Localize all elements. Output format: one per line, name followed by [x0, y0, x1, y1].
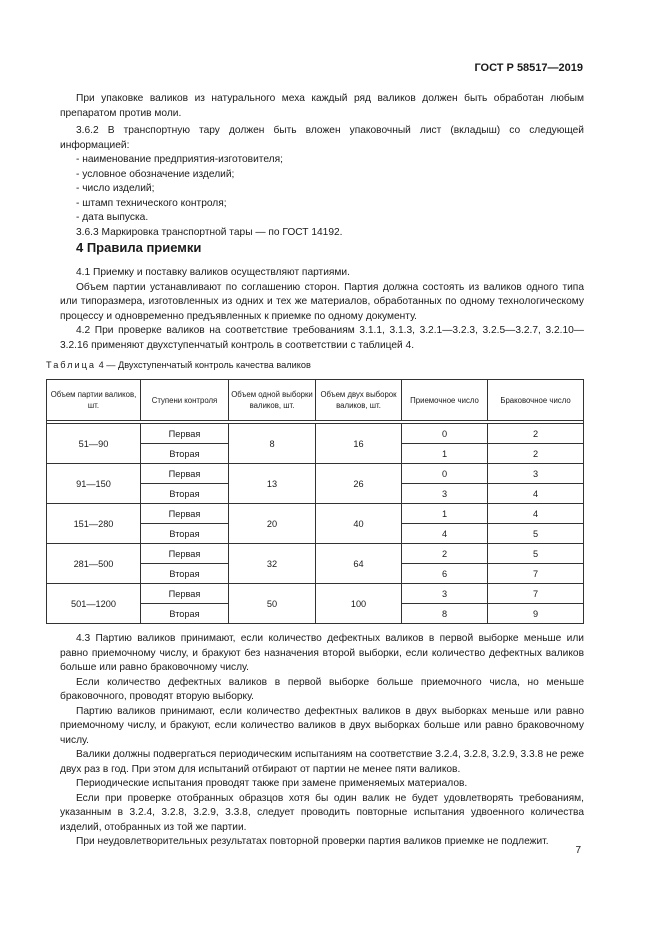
- packing-section: [60, 92, 584, 240]
- header-acceptance-number: Приемочное число: [402, 380, 488, 421]
- stage-cell: Первая: [141, 544, 229, 564]
- list-item: - наименование предприятия-изготовителя;: [76, 154, 283, 165]
- one-sample-cell: 50: [229, 584, 316, 624]
- rejection-cell: 2: [488, 424, 584, 444]
- stage-cell: Первая: [141, 504, 229, 524]
- acceptance-cell: 0: [402, 464, 488, 484]
- paragraph: Объем партии устанавливают по соглашению сторон. Партия должна состоять из валиков одного типа или типоразмера, изготовленных из одних и тех же материалов, обработанных по одному технологическому процессу и одновременно предъявленных к приемке по одному документу.: [60, 281, 584, 322]
- stage-cell: Вторая: [141, 484, 229, 504]
- paragraph: 4.3 Партию валиков принимают, если количество дефектных валиков в первой выборке меньше или равно приемочному числу, и бракуют без назначения второй выборки, если количество дефектных валиков больше или равно браковочному числу.: [60, 633, 584, 673]
- paragraph: 3.6.3 Маркировка транспортной тары — по ГОСТ 14192.: [76, 226, 343, 238]
- paragraph: При неудовлетворительных результатах повторной проверки партия валиков приемке не подлежит.: [76, 836, 549, 847]
- one-sample-cell: 13: [229, 464, 316, 504]
- paragraph: Если количество дефектных валиков в первой выборке больше приемочного числа, но меньше браковочного, проводят вторую выборку.: [60, 676, 584, 702]
- paragraph: При упаковке валиков из натурального меха каждый ряд валиков должен быть обработан любым препаратом против моли.: [60, 93, 584, 119]
- rejection-cell: 7: [488, 564, 584, 584]
- two-samples-cell: 100: [316, 584, 402, 624]
- control-table: [46, 379, 584, 624]
- acceptance-cell: 4: [402, 524, 488, 544]
- stage-cell: Вторая: [141, 524, 229, 544]
- lot-size-cell: 281—500: [47, 544, 141, 584]
- table-row: [47, 424, 584, 444]
- header-stage: Ступени контроля: [141, 380, 229, 421]
- one-sample-cell: 8: [229, 424, 316, 464]
- acceptance-rules: [60, 632, 584, 850]
- stage-cell: Вторая: [141, 604, 229, 624]
- table-row: [47, 584, 584, 604]
- rejection-cell: 3: [488, 464, 584, 484]
- stage-cell: Вторая: [141, 444, 229, 464]
- one-sample-cell: 20: [229, 504, 316, 544]
- acceptance-cell: 8: [402, 604, 488, 624]
- table-caption-label: Таблица: [46, 360, 97, 370]
- rejection-cell: 9: [488, 604, 584, 624]
- acceptance-cell: 1: [402, 504, 488, 524]
- two-samples-cell: 16: [316, 424, 402, 464]
- table-caption-text: 4 — Двухступенчатый контроль качества валиков: [98, 360, 311, 370]
- table-row: [47, 464, 584, 484]
- stage-cell: Первая: [141, 464, 229, 484]
- acceptance-cell: 6: [402, 564, 488, 584]
- paragraph: 4.1 Приемку и поставку валиков осуществляют партиями.: [76, 267, 350, 278]
- two-samples-cell: 26: [316, 464, 402, 504]
- header-rejection-number: Браковочное число: [488, 380, 584, 421]
- header-one-sample: Объем одной выборки валиков, шт.: [229, 380, 316, 421]
- paragraph: 4.2 При проверке валиков на соответствие требованиям 3.1.1, 3.1.3, 3.2.1—3.2.3, 3.2.5—3.2.7, 3.2.10—3.2.16 применяют двухступенчатый контроль в соответствии с таблицей 4.: [60, 325, 584, 351]
- section-heading: 4 Правила приемки: [76, 240, 202, 255]
- lot-size-cell: 501—1200: [47, 584, 141, 624]
- paragraph: Партию валиков принимают, если количество дефектных валиков в двух выборках меньше или равно приемочному числу, и бракуют, если количество валиков в двух выборках больше или равно браковочному числу.: [60, 705, 584, 746]
- rejection-cell: 2: [488, 444, 584, 464]
- rejection-cell: 5: [488, 544, 584, 564]
- two-samples-cell: 64: [316, 544, 402, 584]
- one-sample-cell: 32: [229, 544, 316, 584]
- paragraph: Периодические испытания проводят также при замене применяемых материалов.: [76, 778, 468, 789]
- rejection-cell: 5: [488, 524, 584, 544]
- rejection-cell: 4: [488, 504, 584, 524]
- stage-cell: Первая: [141, 584, 229, 604]
- page-number: 7: [575, 845, 581, 856]
- lot-size-cell: 51—90: [47, 424, 141, 464]
- acceptance-cell: 3: [402, 584, 488, 604]
- two-samples-cell: 40: [316, 504, 402, 544]
- list-item: - дата выпуска.: [76, 212, 149, 223]
- lot-size-cell: 151—280: [47, 504, 141, 544]
- acceptance-intro: [60, 266, 584, 353]
- header-lot-size: Объем партии валиков, шт.: [47, 380, 141, 421]
- rejection-cell: 4: [488, 484, 584, 504]
- stage-cell: Первая: [141, 424, 229, 444]
- rejection-cell: 7: [488, 584, 584, 604]
- paragraph: Если при проверке отобранных образцов хотя бы один валик не будет удовлетворять требованиям, указанным в 3.2.4, 3.2.8, 3.2.9, 3.3.8, следует проводить повторные испытания удвоенного количества изделий, отобранных из той же партии.: [60, 792, 584, 833]
- header-two-samples: Объем двух выборок валиков, шт.: [316, 380, 402, 421]
- table-row: [47, 504, 584, 524]
- table-header-row: [47, 380, 584, 421]
- standard-designation: ГОСТ Р 58517—2019: [474, 62, 583, 74]
- table-caption: [46, 360, 311, 370]
- list-item: - число изделий;: [76, 183, 155, 194]
- paragraph: 3.6.2 В транспортную тару должен быть вложен упаковочный лист (вкладыш) со следующей информацией:: [60, 125, 584, 151]
- lot-size-cell: 91—150: [47, 464, 141, 504]
- list-item: - условное обозначение изделий;: [76, 168, 235, 180]
- acceptance-cell: 3: [402, 484, 488, 504]
- table-row: [47, 544, 584, 564]
- acceptance-cell: 2: [402, 544, 488, 564]
- stage-cell: Вторая: [141, 564, 229, 584]
- acceptance-cell: 1: [402, 444, 488, 464]
- paragraph: Валики должны подвергаться периодическим испытаниям на соответствие 3.2.4, 3.2.8, 3.2.9, 3.3.8 не реже двух раз в год. При этом для испытаний отбирают от партии не менее пяти валиков.: [60, 749, 584, 775]
- list-item: - штамп технического контроля;: [76, 197, 227, 209]
- acceptance-cell: 0: [402, 424, 488, 444]
